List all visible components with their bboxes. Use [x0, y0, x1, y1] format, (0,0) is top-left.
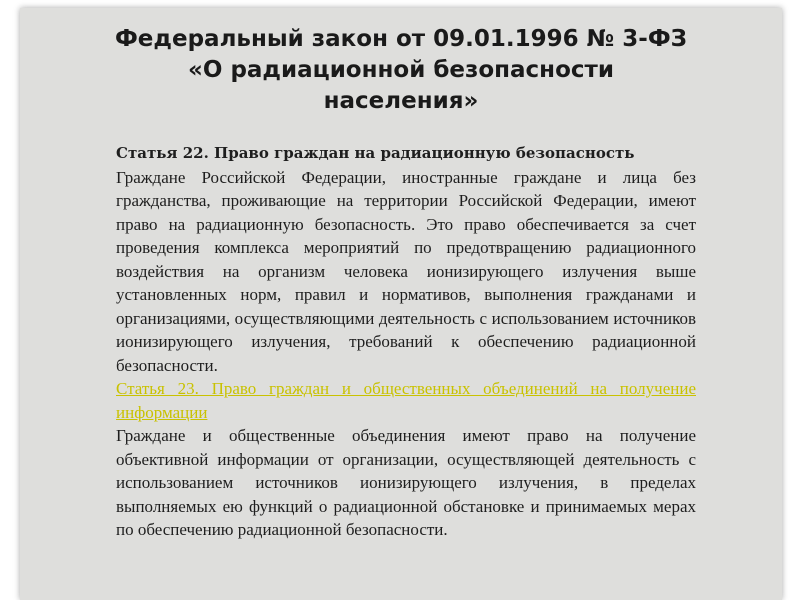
article-22-heading: Статья 22. Право граждан на радиационную безопасность — [116, 144, 635, 162]
title-line-1: Федеральный закон от 09.01.1996 № 3-ФЗ — [115, 26, 687, 52]
article-23-text: Граждане и общественные объединения имеют право на получение объективной информации от организации, осуществляющей деятельность с использованием источников ионизирующего излучения, в пределах выполняемых ею функций о радиационной обстановке и принимаемых мерах по обеспечению радиационной безопасности. — [116, 426, 696, 539]
slide-body — [116, 142, 696, 542]
slide — [20, 8, 782, 600]
article-23-link[interactable]: Статья 23. Право граждан и общественных объединений на получение информации — [116, 379, 696, 422]
article-22-text: Граждане Российской Федерации, иностранные граждане и лица без гражданства, проживающие на территории Российской Федерации, имеют право на радиационную безопасность. Это право обеспечивается за счет проведения комплекса мероприятий по предотвращению радиационного воздействия на организм человека ионизирующего излучения выше установленных норм, правил и нормативов, выполнения гражданами и организациями, осуществляющими деятельность с использованием источников ионизирующего излучения, требований к обеспечению радиационной безопасности. — [116, 167, 696, 375]
slide-title — [20, 24, 782, 117]
title-line-3: населения» — [323, 88, 479, 114]
title-line-2: «О радиационной безопасности — [188, 57, 614, 83]
